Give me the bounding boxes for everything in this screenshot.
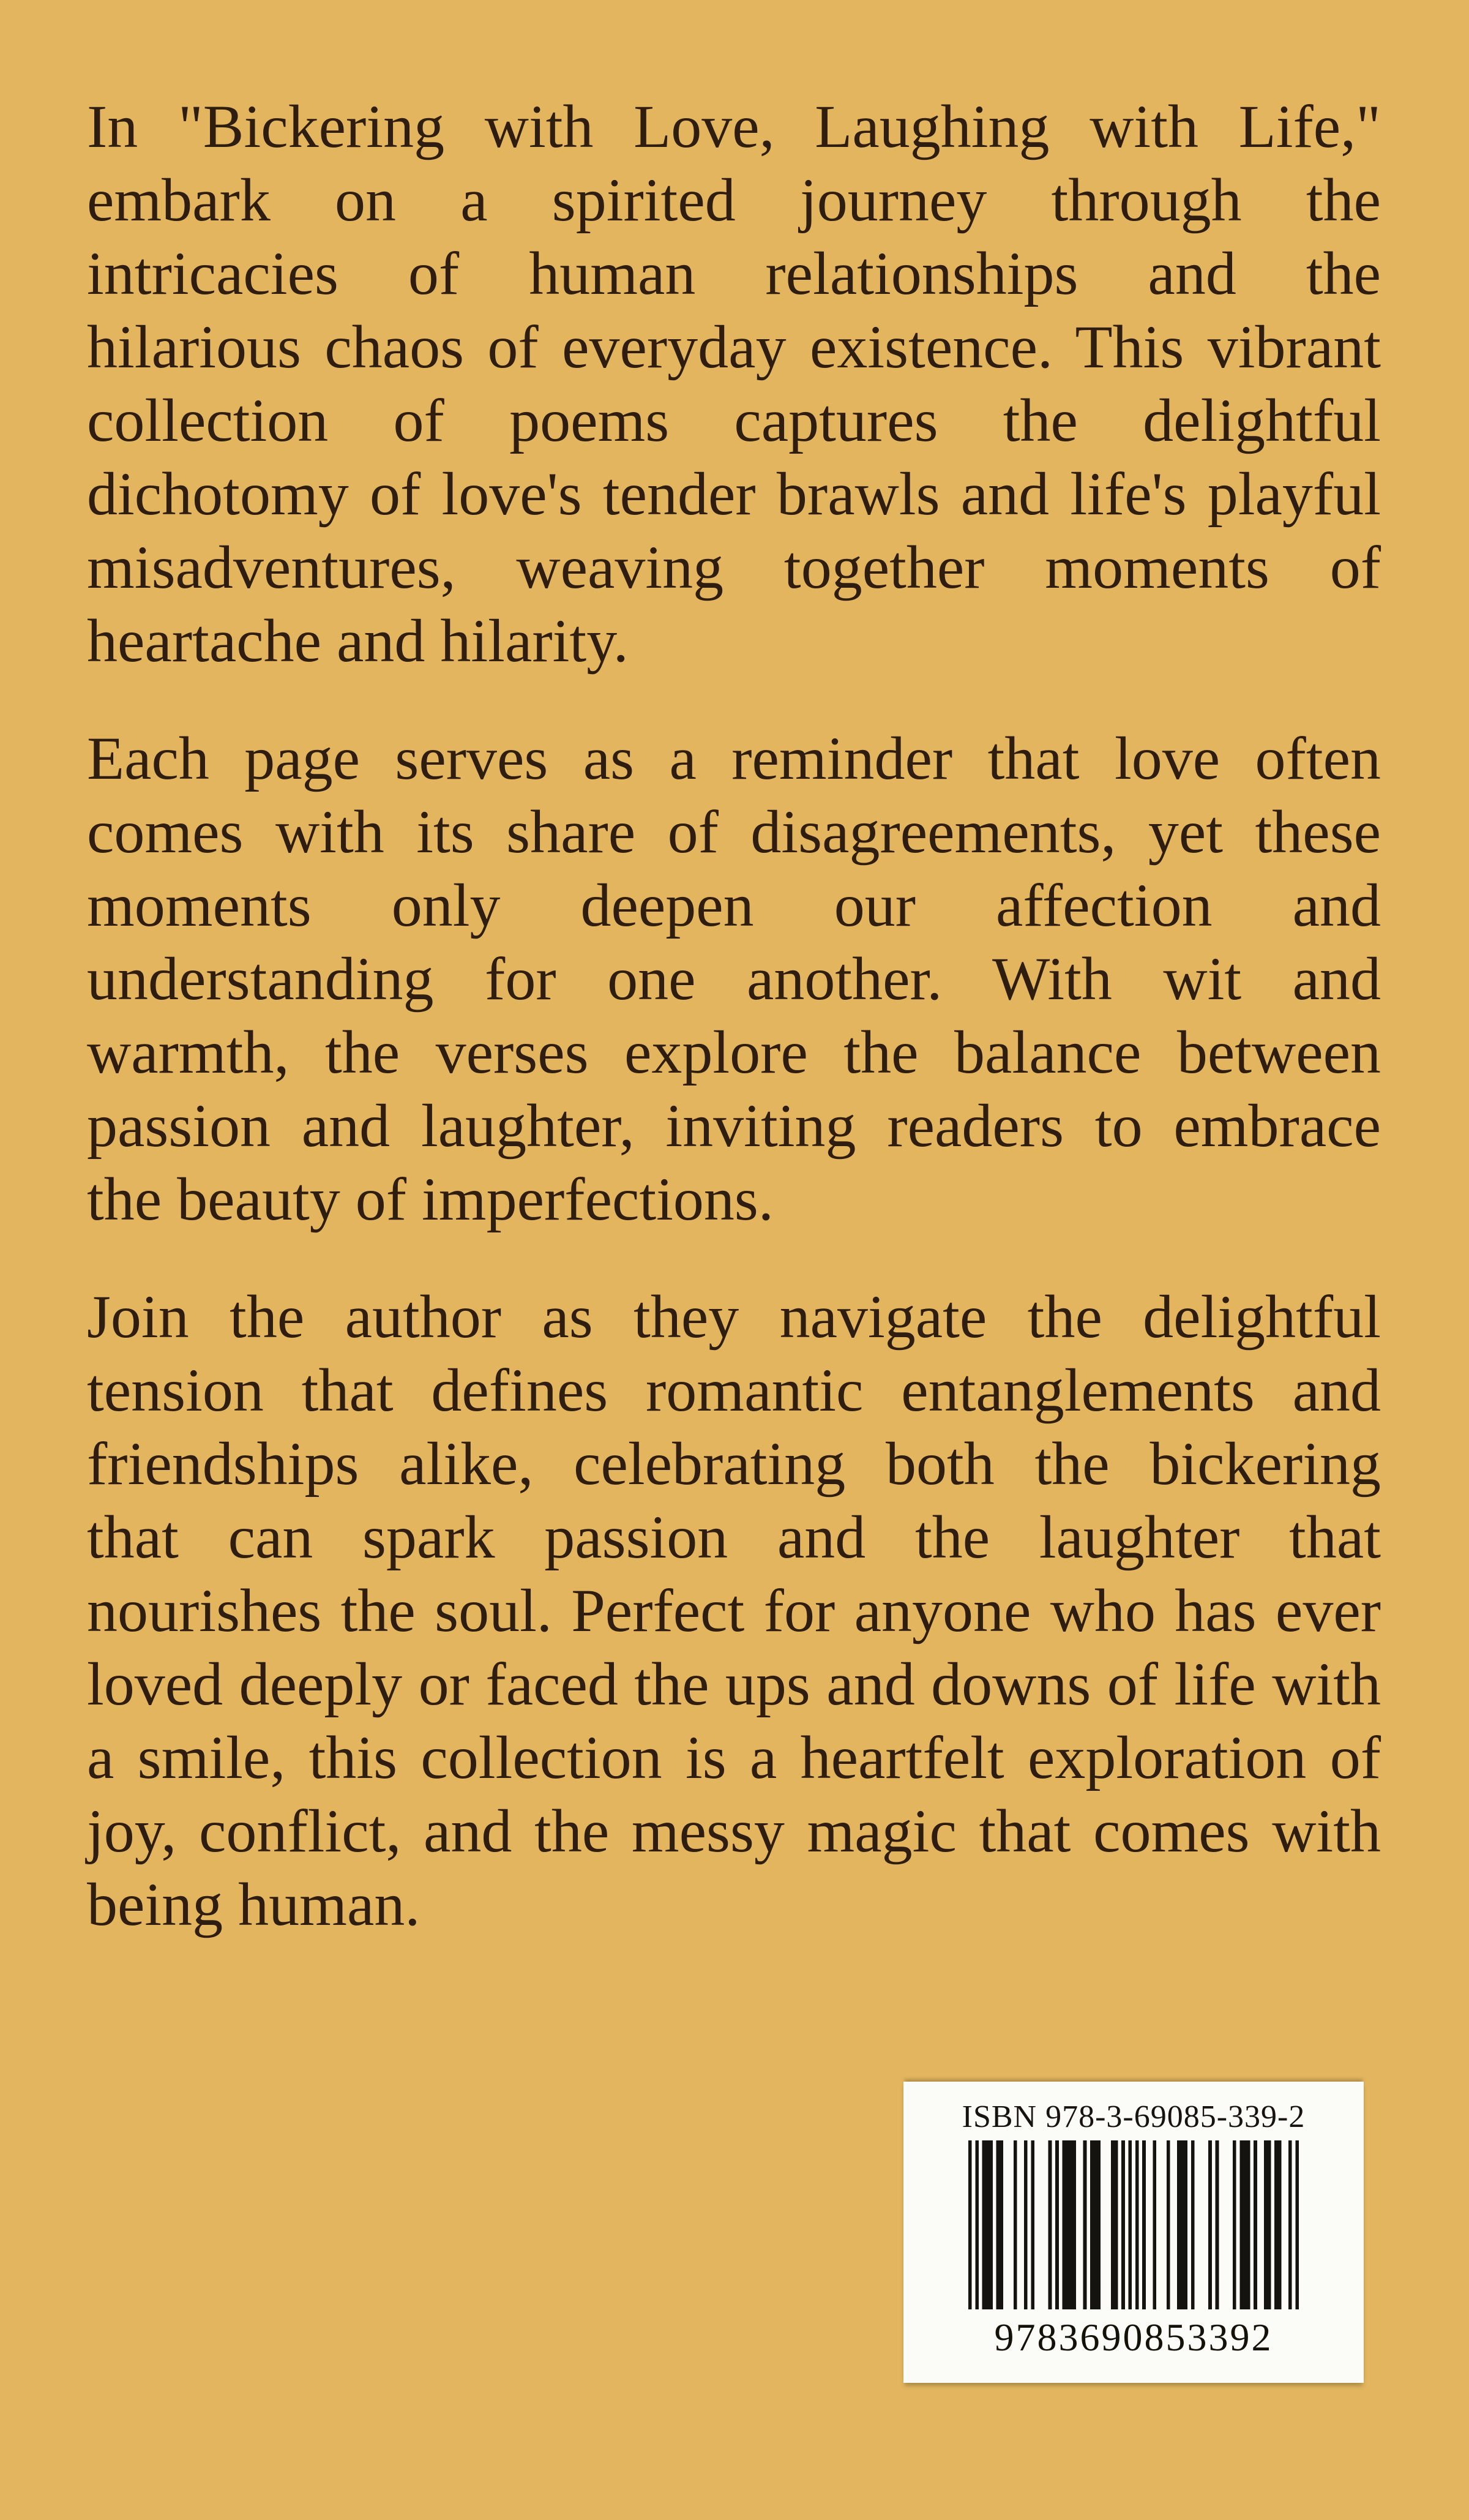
blurb-line: intricacies of human relationships and the: [87, 239, 1381, 307]
blurb-line: warmth, the verses explore the balance between: [87, 1018, 1381, 1086]
blurb-line: In "Bickering with Love, Laughing with Life,": [87, 92, 1381, 160]
blurb-line: loved deeply or faced the ups and downs of life with: [87, 1650, 1381, 1718]
back-cover-blurb: [87, 90, 1381, 1941]
blurb-line: heartache and hilarity.: [87, 607, 629, 675]
ean13-barcode-svg: [968, 2140, 1299, 2309]
blurb-line: dichotomy of love's tender brawls and life's playful: [87, 460, 1381, 528]
blurb-paragraph-3: [87, 1280, 1381, 1941]
blurb-line: Join the author as they navigate the delightful: [87, 1283, 1381, 1351]
blurb-line: nourishes the soul. Perfect for anyone who has ever: [87, 1577, 1381, 1644]
blurb-line: passion and laughter, inviting readers to embrace: [87, 1092, 1381, 1160]
blurb-line: misadventures, weaving together moments of: [87, 533, 1381, 601]
blurb-line: joy, conflict, and the messy magic that comes with: [87, 1797, 1381, 1865]
blurb-line: a smile, this collection is a heartfelt exploration of: [87, 1723, 1381, 1791]
ean-digits-text: 9783690853392: [994, 2316, 1273, 2359]
blurb-line: being human.: [87, 1870, 421, 1938]
blurb-line: tension that defines romantic entanglements and: [87, 1356, 1381, 1424]
blurb-line: hilarious chaos of everyday existence. This vibrant: [87, 313, 1381, 381]
blurb-line: understanding for one another. With wit and: [87, 945, 1381, 1013]
blurb-line: embark on a spirited journey through the: [87, 166, 1381, 234]
blurb-line: the beauty of imperfections.: [87, 1165, 774, 1233]
ean13-barcode: [968, 2140, 1299, 2309]
blurb-line: comes with its share of disagreements, yet these: [87, 798, 1381, 866]
isbn-barcode-label: [903, 2082, 1364, 2383]
blurb-line: Each page serves as a reminder that love often: [87, 724, 1381, 792]
blurb-line: moments only deepen our affection and: [87, 871, 1381, 939]
blurb-line: friendships alike, celebrating both the bickering: [87, 1430, 1381, 1498]
isbn-number-text: ISBN 978-3-69085-339-2: [962, 2099, 1306, 2134]
blurb-paragraph-1: [87, 90, 1381, 678]
blurb-paragraph-2: [87, 722, 1381, 1236]
blurb-line: that can spark passion and the laughter that: [87, 1503, 1381, 1571]
blurb-line: collection of poems captures the delightful: [87, 386, 1381, 454]
